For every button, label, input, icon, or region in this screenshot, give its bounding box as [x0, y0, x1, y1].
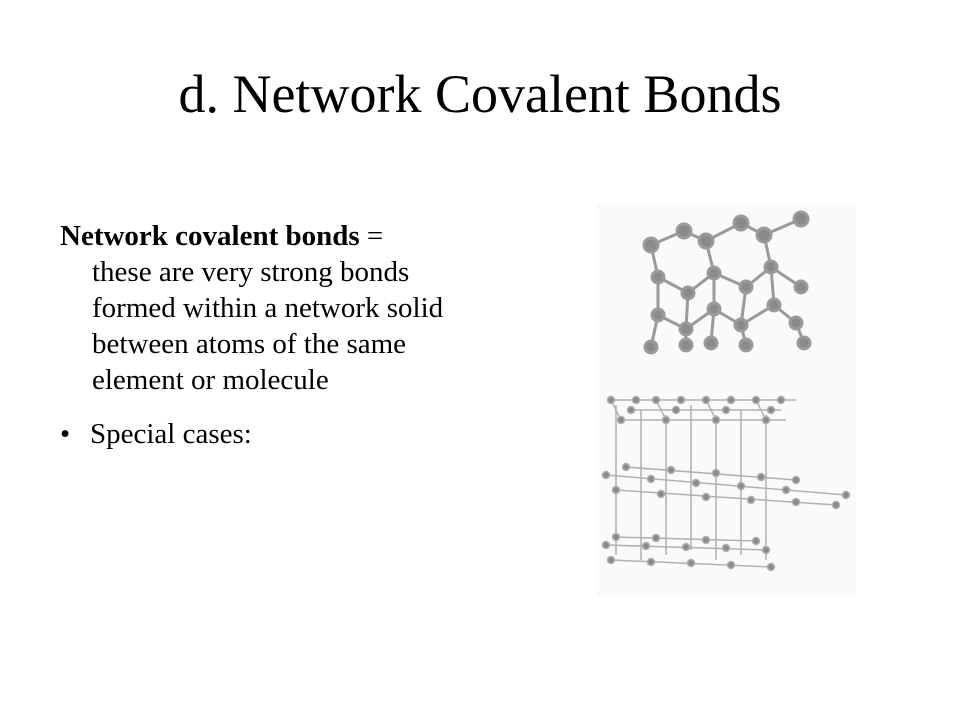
bullet-item: [60, 416, 450, 452]
diamond-lattice-diagram: [644, 212, 810, 353]
definition-text: = these are very strong bonds formed within a network solid between atoms of the same element or molecule: [92, 220, 444, 396]
definition-term: Network covalent bonds: [60, 220, 360, 252]
slide-body: [60, 218, 450, 452]
graphite-layers-diagram: [603, 397, 850, 571]
bullet-mark: •: [60, 418, 71, 450]
bullet-text: Special cases:: [90, 418, 252, 450]
network-structure-figure: [596, 205, 856, 595]
definition-paragraph: [60, 218, 450, 398]
slide-title: d. Network Covalent Bonds: [178, 64, 782, 124]
lattice-illustration: [596, 205, 856, 595]
